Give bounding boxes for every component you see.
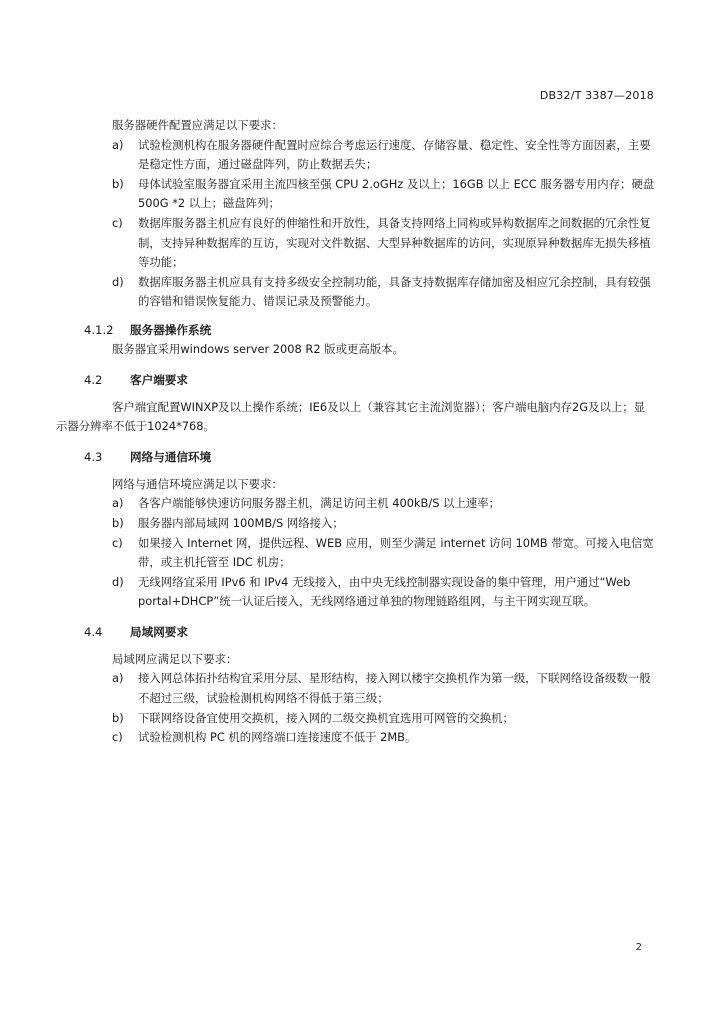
list-item bbox=[84, 494, 656, 514]
list-marker: a) bbox=[112, 496, 124, 511]
list-marker: a) bbox=[112, 671, 124, 686]
page-number: 2 bbox=[635, 942, 642, 953]
section-body: 服务器宜采用windows server 2008 R2 版或更高版本。 bbox=[112, 341, 404, 356]
list-marker: d) bbox=[112, 274, 124, 289]
list-text: 如果接入 Internet 网，提供远程、WEB 应用，则至少满足 internet 访问 10MB 带宽。可接入电信宽带，或主机托管至 IDC 机房； bbox=[138, 535, 654, 570]
section-body: 客户端宜配置WINXP及以上操作系统；IE6及以上（兼容其它主流浏览器）；客户端电脑内存2G及以上；显示器分辨率不低于1024*768。 bbox=[56, 399, 646, 434]
section-heading-4-3 bbox=[84, 447, 656, 467]
list-marker: a) bbox=[112, 137, 124, 152]
section-number: 4.2 bbox=[84, 372, 103, 387]
list-marker: c) bbox=[112, 535, 123, 550]
list-item bbox=[84, 534, 656, 573]
list-text: 无线网络宜采用 IPv6 和 IPv4 无线接入，由中央无线控制器实现设备的集中管理，用户通过“Web portal+DHCP”统一认证后接入，无线网络通过单独的物理链路组网，与主干网实现互联。 bbox=[138, 574, 631, 609]
list-item bbox=[84, 214, 656, 273]
section-title: 局域网要求 bbox=[130, 624, 188, 639]
section-number: 4.4 bbox=[84, 624, 103, 639]
list-item bbox=[84, 728, 656, 748]
list-text: 各客户端能够快速访问服务器主机，满足访问主机 400kB/S 以上速率； bbox=[138, 496, 501, 511]
list-item bbox=[84, 669, 656, 708]
section-title: 客户端要求 bbox=[130, 372, 188, 387]
section-title: 服务器操作系统 bbox=[130, 322, 212, 337]
section-intro: 局域网应满足以下要求： bbox=[112, 651, 238, 666]
list-marker: b) bbox=[112, 515, 124, 530]
list-item bbox=[84, 573, 656, 612]
document-body bbox=[56, 116, 656, 748]
list-text: 接入网总体拓扑结构宜采用分层、星形结构，接入网以楼宇交换机作为第一级，下联网络设备级数一般不超过三级，试验检测机构网络不得低于第三级； bbox=[138, 671, 651, 706]
section-heading-4-2 bbox=[84, 370, 656, 390]
list-item bbox=[84, 136, 656, 175]
list-text: 试验检测机构 PC 机的网络端口连接速度不低于 2MB。 bbox=[138, 730, 417, 745]
lan-list bbox=[84, 669, 656, 747]
section-number: 4.3 bbox=[84, 449, 103, 464]
list-item bbox=[84, 273, 656, 312]
section-number: 4.1.2 bbox=[84, 322, 114, 337]
list-text: 下联网络设备宜使用交换机，接入网的二级交换机宜选用可网管的交换机； bbox=[138, 710, 514, 725]
list-text: 数据库服务器主机应有良好的伸缩性和开放性，具备支持网络上同构或异构数据库之间数据的冗余性复制，支持异种数据库的互访，实现对文件数据、大型异种数据库的访问，实现原异种数据库无损失移植等功能； bbox=[138, 215, 651, 270]
list-marker: c) bbox=[112, 215, 123, 230]
list-item bbox=[84, 175, 656, 214]
server-hardware-intro: 服务器硬件配置应满足以下要求： bbox=[112, 118, 283, 132]
list-text: 试验检测机构在服务器硬件配置时应综合考虑运行速度、存储容量、稳定性、安全性等方面因素，主要是稳定性方面，通过磁盘阵列，防止数据丢失； bbox=[138, 137, 651, 172]
document-code: DB32/T 3387—2018 bbox=[539, 89, 654, 102]
server-hardware-list bbox=[84, 136, 656, 312]
list-item bbox=[84, 514, 656, 534]
section-heading-4-4 bbox=[84, 622, 656, 642]
list-marker: d) bbox=[112, 574, 124, 589]
list-marker: b) bbox=[112, 176, 124, 191]
list-text: 母体试验室服务器宜采用主流四核至强 CPU 2.oGHz 及以上；16GB 以上 ECC 服务器专用内存；硬盘 500G *2 以上；磁盘阵列； bbox=[138, 176, 655, 211]
section-title: 网络与通信环境 bbox=[130, 449, 212, 464]
section-heading-4-1-2 bbox=[84, 320, 656, 340]
list-text: 数据库服务器主机应具有支持多级安全控制功能，具备支持数据库存储加密及相应冗余控制，具有较强的容错和错误恢复能力、错误记录及预警能力。 bbox=[138, 274, 651, 309]
list-item bbox=[84, 709, 656, 729]
section-intro: 网络与通信环境应满足以下要求： bbox=[112, 476, 283, 491]
network-list bbox=[84, 494, 656, 612]
list-marker: c) bbox=[112, 730, 123, 745]
list-text: 服务器内部局域网 100MB/S 网络接入； bbox=[138, 515, 344, 530]
list-marker: b) bbox=[112, 710, 124, 725]
